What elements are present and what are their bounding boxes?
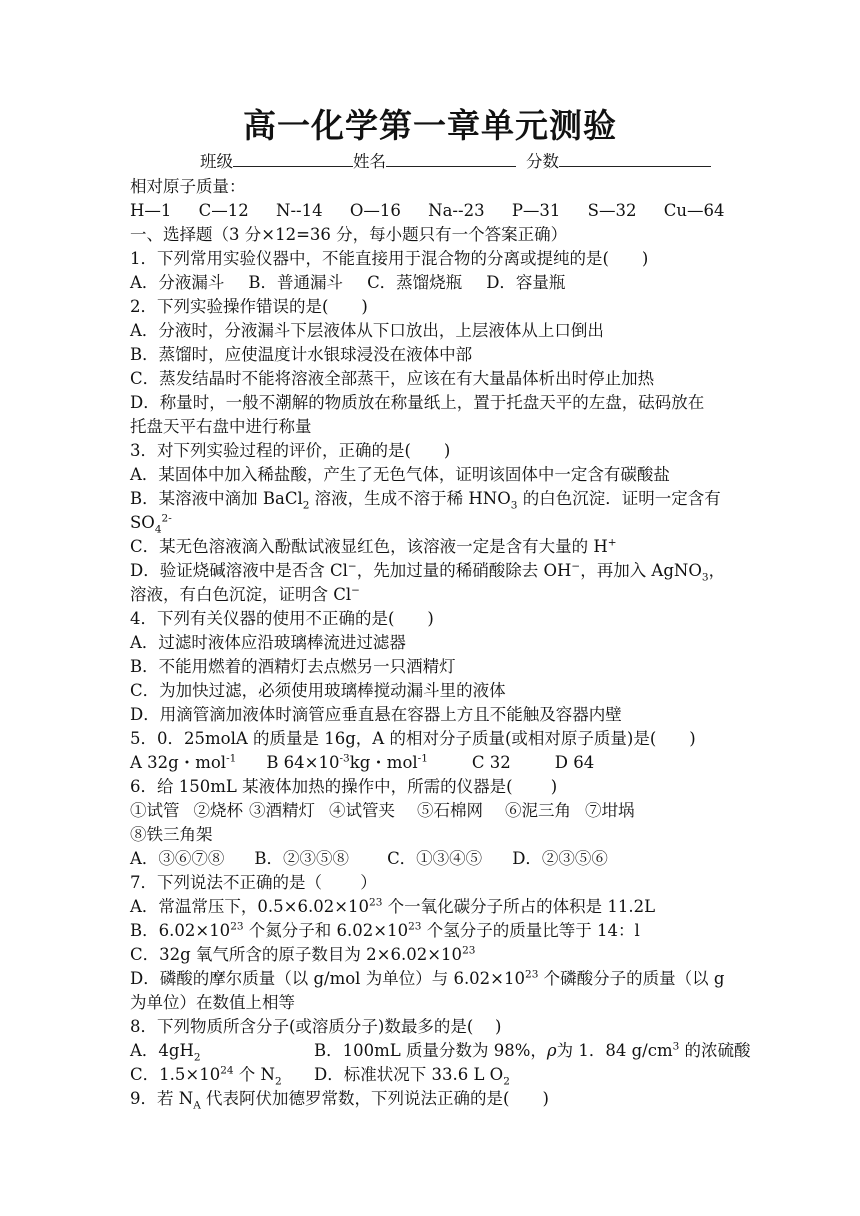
- superscript: −: [351, 584, 360, 597]
- option-c[interactable]: C 32: [471, 753, 511, 772]
- text: A．4gH: [130, 1041, 194, 1060]
- question-4-option-b[interactable]: B．不能用燃着的酒精灯去点燃另一只酒精灯: [130, 657, 456, 676]
- question-4-option-a[interactable]: A．过滤时液体应沿玻璃棒流进过滤器: [130, 633, 406, 652]
- superscript: 23: [408, 920, 422, 933]
- section-heading: 一、选择题（3 分×12=36 分，每小题只有一个答案正确）: [130, 225, 568, 244]
- subscript: 3: [510, 499, 518, 512]
- text: A．常温常压下，0.5×6.02×10: [130, 897, 370, 916]
- instrument-item: ⑤石棉网: [417, 801, 483, 820]
- question-9-stem: [130, 1087, 740, 1111]
- student-info-row: [200, 150, 810, 174]
- question-3-option-d-cont: [130, 583, 740, 607]
- question-7-option-d-cont: 为单位）在数值上相等: [130, 993, 295, 1012]
- option-d[interactable]: D 64: [554, 753, 595, 772]
- score-blank[interactable]: [559, 151, 711, 167]
- subscript: 3: [701, 571, 709, 584]
- text: C．某无色溶液滴入酚酞试液显红色，该溶液一定是含有大量的 H: [130, 537, 608, 556]
- atomic-mass-heading: 相对原子质量：: [130, 177, 246, 196]
- subscript: 2: [275, 1075, 282, 1088]
- text: 个磷酸分子的质量（以 g: [538, 969, 725, 988]
- superscript: 23: [462, 944, 476, 957]
- text: ，: [708, 561, 726, 580]
- text: D．验证烧碱溶液中是否含 Cl: [130, 561, 348, 580]
- question-1-options: [130, 271, 740, 295]
- superscript: 24: [220, 1064, 234, 1077]
- text: C．1.5×10: [130, 1065, 221, 1084]
- question-2-option-c[interactable]: C．蒸发结晶时不能将溶液全部蒸干，应该在有大量晶体析出时停止加热: [130, 369, 655, 388]
- superscript: 23: [525, 968, 539, 981]
- question-2-option-d[interactable]: D．称量时，一般不潮解的物质放在称量纸上，置于托盘天平的左盘，砝码放在: [130, 393, 705, 412]
- question-3-option-a[interactable]: A．某固体中加入稀盐酸，产生了无色气体，证明该固体中一定含有碳酸盐: [130, 465, 670, 484]
- question-3-stem: 3．对下列实验过程的评价，正确的是( ): [130, 441, 451, 460]
- superscript: -1: [226, 752, 237, 765]
- question-2-option-d-cont: 托盘天平右盘中进行称量: [130, 417, 312, 436]
- superscript: -1: [417, 752, 428, 765]
- text: B．6.02×10: [130, 921, 231, 940]
- question-2-option-b[interactable]: B．蒸馏时，应使温度计水银球浸没在液体中部: [130, 345, 473, 364]
- text: 个氮分子和 6.02×10: [243, 921, 409, 940]
- question-7-stem: 7．下列说法不正确的是（ ）: [130, 873, 377, 892]
- option-d[interactable]: [314, 1065, 510, 1088]
- text: B 64×10: [266, 753, 340, 772]
- text: 的白色沉淀．证明一定含有: [517, 489, 721, 508]
- option-a[interactable]: [130, 753, 236, 772]
- subscript: 2: [302, 499, 310, 512]
- superscript: -3: [339, 752, 350, 765]
- option-a[interactable]: [130, 1039, 314, 1063]
- superscript: 2-: [161, 512, 172, 525]
- rho-symbol: ρ: [546, 1041, 557, 1060]
- option-c[interactable]: C．蒸馏烧瓶: [367, 273, 463, 292]
- question-2-stem: 2．下列实验操作错误的是( ): [130, 297, 368, 316]
- name-label: 姓名: [353, 152, 386, 171]
- question-8-options-cd: [130, 1063, 740, 1087]
- text: 的浓硫酸: [679, 1041, 751, 1060]
- text: C．32g 氧气所含的原子数目为 2×6.02×10: [130, 945, 463, 964]
- page-title: 高一化学第一章单元测验: [243, 106, 617, 145]
- question-2-option-a[interactable]: A．分液时，分液漏斗下层液体从下口放出，上层液体从上口倒出: [130, 321, 604, 340]
- question-3-option-c[interactable]: [130, 535, 740, 559]
- superscript: 3: [672, 1040, 680, 1053]
- text: kg・mol: [349, 753, 418, 772]
- text: B．100mL 质量分数为 98%，: [314, 1041, 547, 1060]
- class-blank[interactable]: [233, 151, 353, 167]
- question-8-options-ab: [130, 1039, 751, 1064]
- question-1-stem: 1．下列常用实验仪器中，不能直接用于混合物的分离或提纯的是( ): [130, 249, 649, 268]
- question-8-stem: 8．下列物质所含分子(或溶质分子)数最多的是( ): [130, 1017, 502, 1036]
- option-d[interactable]: D．容量瓶: [486, 273, 566, 292]
- atomic-mass-item: C—12: [198, 201, 249, 220]
- text: SO: [130, 513, 155, 532]
- atomic-mass-item: P—31: [511, 201, 561, 220]
- atomic-mass-item: Cu—64: [663, 201, 725, 220]
- text: ，先加过量的稀硝酸除去 OH: [356, 561, 572, 580]
- score-label: 分数: [526, 152, 559, 171]
- atomic-mass-item: Na--23: [428, 201, 485, 220]
- question-4-option-d[interactable]: D．用滴管滴加液体时滴管应垂直悬在容器上方且不能触及容器内壁: [130, 705, 622, 724]
- text: 为 1．84 g/cm: [556, 1041, 673, 1060]
- question-5-stem: 5．0．25molA 的质量是 16g，A 的相对分子质量(或相对原子质量)是( ): [130, 729, 696, 748]
- atomic-mass-item: S—32: [587, 201, 637, 220]
- subscript: A: [193, 1099, 201, 1112]
- text: 个一氧化碳分子所占的体积是 11.2L: [382, 897, 656, 916]
- option-b[interactable]: [314, 1041, 751, 1060]
- option-a[interactable]: A．③⑥⑦⑧: [130, 849, 225, 868]
- superscript: +: [607, 536, 617, 549]
- subscript: 4: [154, 523, 162, 536]
- question-3-option-d[interactable]: [130, 559, 740, 583]
- instrument-item: ②烧杯: [193, 801, 243, 820]
- subscript: 2: [503, 1075, 510, 1088]
- question-6-instrument-list: [130, 799, 740, 823]
- text: ，再加入 AgNO: [580, 561, 702, 580]
- instrument-item: ①试管: [130, 801, 180, 820]
- superscript: −: [571, 560, 581, 573]
- instrument-item: ⑥泥三角: [505, 801, 571, 820]
- text: 溶液，有白色沉淀，证明含 Cl: [130, 585, 352, 604]
- question-4-stem: 4．下列有关仪器的使用不正确的是( ): [130, 609, 434, 628]
- name-blank[interactable]: [386, 151, 516, 167]
- text: D．磷酸的摩尔质量（以 g/mol 为单位）与 6.02×10: [130, 969, 526, 988]
- superscript: −: [347, 560, 357, 573]
- question-6-instrument-list-cont: ⑧铁三角架: [130, 825, 213, 844]
- question-4-option-c[interactable]: C．为加快过滤，必须使用玻璃棒搅动漏斗里的液体: [130, 681, 506, 700]
- class-label: 班级: [200, 152, 233, 171]
- text: B．某溶液中滴加 BaCl: [130, 489, 303, 508]
- atomic-mass-list: [130, 199, 740, 223]
- atomic-mass-item: N--14: [276, 201, 323, 220]
- question-7-option-d[interactable]: [130, 967, 740, 991]
- instrument-item: ⑦坩埚: [585, 801, 635, 820]
- option-c[interactable]: C．①③④⑤: [387, 849, 483, 868]
- question-3-option-b-cont: [130, 511, 740, 535]
- text: D．标准状况下 33.6 L O: [314, 1065, 504, 1084]
- superscript: 23: [369, 896, 383, 909]
- instrument-item: ④试管夹: [329, 801, 395, 820]
- text: 溶液，生成不溶于稀 HNO: [309, 489, 511, 508]
- option-b[interactable]: B．②③⑤⑧: [254, 849, 350, 868]
- text: A 32g・mol: [130, 753, 227, 772]
- subscript: 2: [193, 1051, 201, 1064]
- option-c[interactable]: [130, 1063, 314, 1087]
- text: 代表阿伏加德罗常数，下列说法正确的是( ): [200, 1089, 549, 1108]
- question-3-option-b[interactable]: [130, 487, 740, 511]
- question-6-stem: 6．给 150mL 某液体加热的操作中，所需的仪器是( ): [130, 777, 558, 796]
- text: 个氢分子的质量比等于 14：l: [421, 921, 640, 940]
- text: 9．若 N: [130, 1089, 194, 1108]
- option-b[interactable]: [266, 753, 428, 772]
- question-7-option-c[interactable]: [130, 943, 740, 967]
- option-d[interactable]: D．②③⑤⑥: [512, 849, 608, 868]
- instrument-item: ③酒精灯: [249, 801, 315, 820]
- option-a[interactable]: A．分液漏斗: [130, 273, 225, 292]
- superscript: 23: [230, 920, 244, 933]
- question-7-option-b[interactable]: [130, 919, 740, 943]
- atomic-mass-item: H—1: [130, 201, 172, 220]
- atomic-mass-item: O—16: [349, 201, 401, 220]
- question-7-option-a[interactable]: [130, 895, 740, 919]
- question-5-options: [130, 751, 740, 775]
- question-6-options: [130, 847, 740, 871]
- text: 个 N: [233, 1065, 275, 1084]
- option-b[interactable]: B．普通漏斗: [248, 273, 344, 292]
